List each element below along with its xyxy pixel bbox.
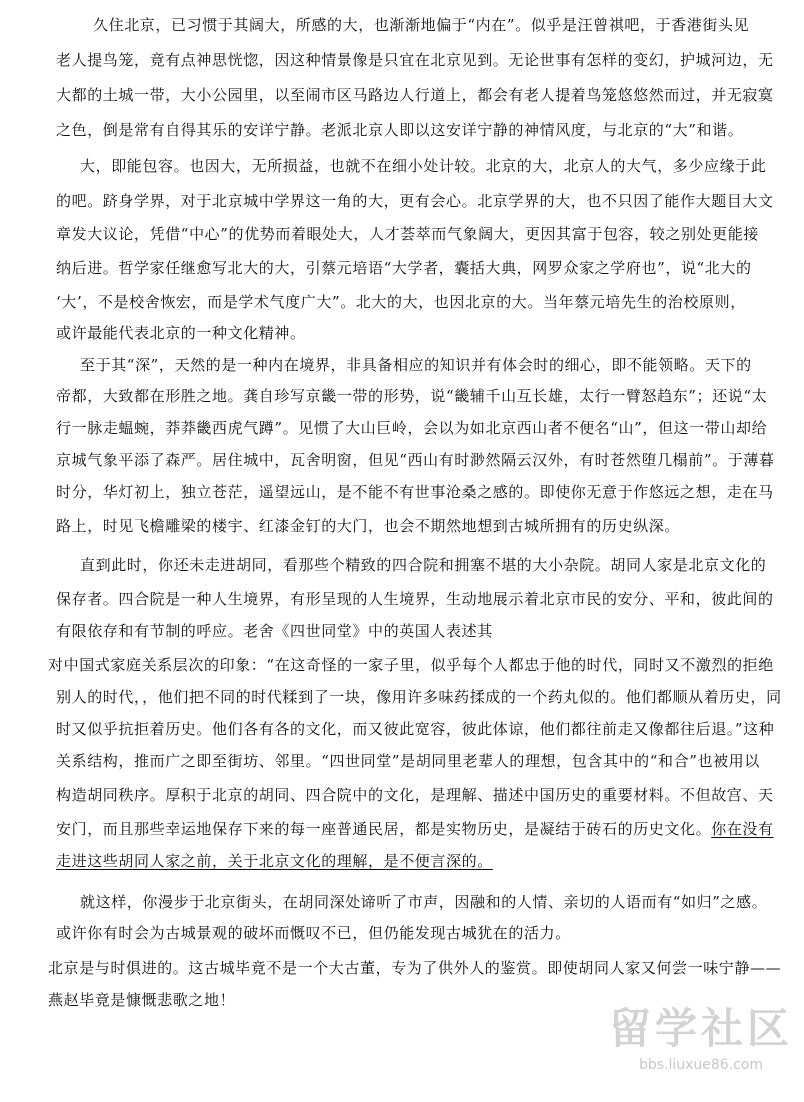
text-line: 之色，倒是常有自得其乐的安详宁静。老派北京人即以这安详宁静的神情风度，与北京的“大”和谐。	[56, 121, 744, 139]
text-line: 帝都，大致都在形胜之地。龚自珍写京畿一带的形势，说“畿辅千山互长雄，太行一臂怒趋东”；还说“太	[56, 387, 768, 405]
text-line: 行一脉走蝹蜿，莽莽畿西虎气蹲”。见惯了大山巨岭，会以为如北京西山者不便名“山”，但这一带山却给	[56, 419, 768, 437]
text-line: 大，即能包容。也因大，无所损益，也就不在细小处计较。北京的大，北京人的大气，多少应缘于此	[80, 157, 767, 175]
text-line	[56, 818, 774, 840]
text-line: 京城气象平添了森严。居住城中，瓦舍明窗，但见“西山有时渺然隔云汉外，有时苍然堕几榻前”。于薄暮	[56, 451, 775, 469]
text-line: 大都的土城一带，大小公园里，以至闹市区马路边人行道上，都会有老人提着鸟笼悠悠然而过，并无寂寞	[56, 86, 774, 104]
text-line: 至于其“深”，天然的是一种内在境界，非具备相应的知识并有体会时的细心，即不能领略。天下的	[80, 356, 752, 374]
text-line: 时分，华灯初上，独立苍茫，遥望远山，是不能不有世事沧桑之感的。即使你无意于作悠远之想，走在马	[56, 483, 774, 501]
watermark-url: bbs.liuxue86.com	[638, 1057, 764, 1073]
watermark-logo	[606, 1002, 796, 1090]
text-line: 老人提鸟笼，竟有点神思恍惚，因这种情景像是只宜在北京见到。无论世事有怎样的变幻，护城河边，无	[56, 51, 774, 69]
text-line: 构造胡同秩序。厚积于北京的胡同、四合院中的文化，是理解、描述中国历史的重要材料。不但故宫、天	[56, 786, 774, 804]
text-line: 直到此时，你还未走进胡同，看那些个精致的四合院和拥塞不堪的大小杂院。胡同人家是北京文化的	[80, 556, 767, 574]
text-line: 章发大议论，凭借“中心”的优势而着眼处大，人才荟萃而气象阔大，更因其富于包容，较之别处更能接	[56, 225, 759, 243]
text-segment: 安门，而且那些幸运地保存下来的每一座普通民居，都是实物历史，是凝结于砖石的历史文化。	[56, 820, 712, 838]
text-line: 或许你有时会为古城景观的破坏而慨叹不已，但仍能发现古城犹在的活力。	[56, 924, 571, 942]
text-line: 久住北京，已习惯于其阔大，所感的大，也渐渐地偏于“内在”。似乎是汪曾祺吧，于香港街头见	[93, 16, 750, 34]
text-line: 别人的时代，，他们把不同的时代糅到了一块，像用许多味药揉成的一个药丸似的。他们都顺从着历史，同	[56, 688, 782, 706]
text-line: 纳后进。哲学家任继愈写北大的大，引蔡元培语“大学者，囊括大典，网罗众家之学府也”，说“北大的	[56, 259, 752, 277]
text-line: 燕赵毕竟是慷慨悲歌之地！	[48, 991, 236, 1009]
text-line: 时又似乎抗拒着历史。他们各有各的文化，而又彼此宽容，彼此体谅，他们都往前走又像都往后退。”这种	[56, 720, 775, 738]
text-line: 保存者。四合院是一种人生境界，有形呈现的人生境界，生动地展示着北京市民的安分、平和，彼此间的	[56, 590, 774, 608]
underlined-text: 你在没有	[711, 820, 774, 838]
watermark-logo-text: 留学社区	[608, 1004, 793, 1053]
text-line: 就这样，你漫步于北京街头，在胡同深处谛听了市声，因融和的人情、亲切的人语而有“如归”之感。	[80, 893, 768, 911]
text-line: 路上，时见飞檐雕梁的楼宇、红漆金钉的大门，也会不期然地想到古城所拥有的历史纵深。	[56, 517, 681, 535]
text-line: 对中国式家庭关系层次的印象：“在这奇怪的一家子里，似乎每个人都忠于他的时代，同时又不激烈的拒绝	[48, 656, 774, 674]
text-line: 关系结构，推而广之即至街坊、邻里。“四世同堂”是胡同里老辈人的理想，包含其中的“和合”也被用以	[56, 752, 760, 770]
text-line: ‘大’，不是校舍恢宏，而是学术气度广大”。北大的大，也因北京的大。当年蔡元培先生的治校原则，	[56, 293, 746, 311]
text-line: 有限依存和有节制的呼应。老舍《四世同堂》中的英国人表述其	[56, 622, 493, 640]
underlined-text-line: 走进这些胡同人家之前，关于北京文化的理解，是不便言深的。	[56, 852, 493, 870]
text-line: 北京是与时俱进的。这古城毕竟不是一个大古董，专为了供外人的鉴赏。即使胡同人家又何尝一味宁静——	[48, 959, 782, 977]
text-line: 或许最能代表北京的一种文化精神。	[56, 324, 306, 342]
text-line: 的吧。跻身学界，对于北京城中学界这一角的大，更有会心。北京学界的大，也不只因了能作大题目大文	[56, 192, 774, 210]
